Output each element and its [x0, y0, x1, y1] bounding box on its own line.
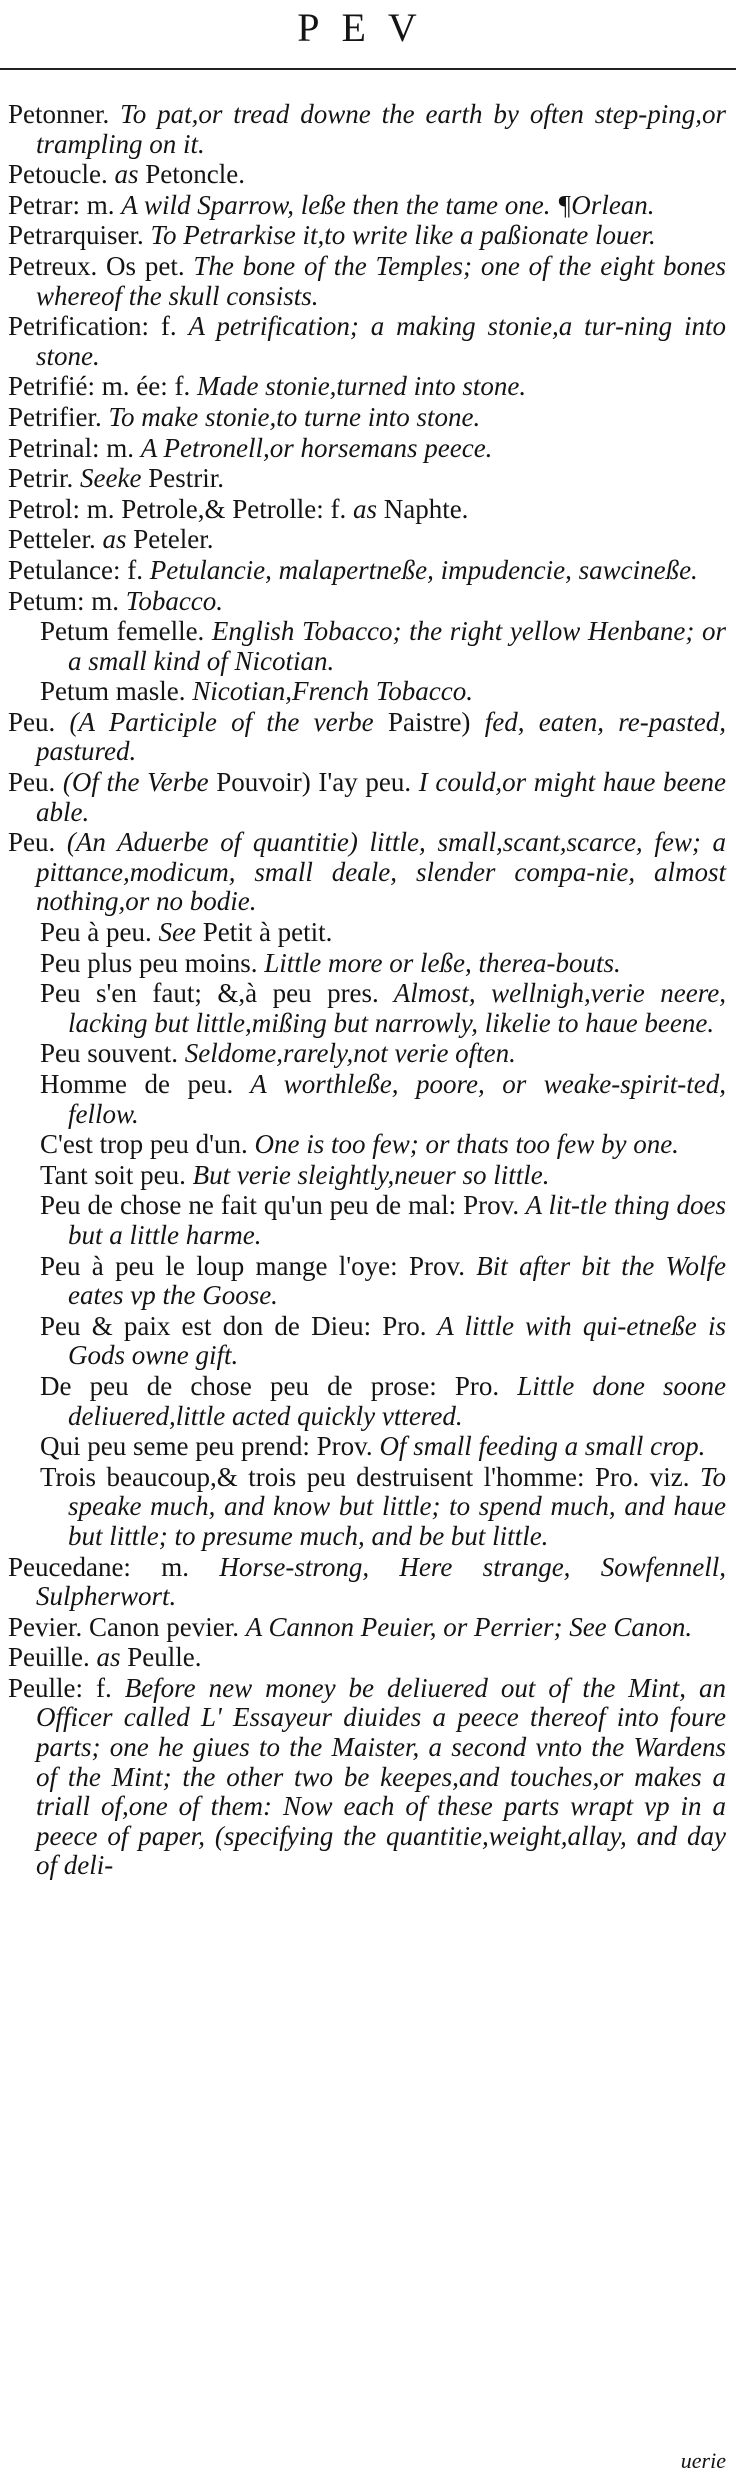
gloss-text: Pouvoir) I'ay peu. [208, 767, 419, 798]
gloss-text: m. [99, 432, 141, 463]
dictionary-entry [8, 1613, 726, 1643]
headword: Petum masle. [40, 676, 186, 707]
headword: Peu à peu le loup mange l'oye: Prov. [40, 1250, 465, 1281]
dictionary-entry [8, 587, 726, 617]
dictionary-entry [8, 1191, 726, 1250]
headword: De peu de chose peu de prose: Pro. [40, 1370, 500, 1401]
gloss-text: Petoncle. [138, 159, 245, 190]
gloss-text: Peteler. [126, 524, 214, 555]
gloss-text: f. [148, 311, 189, 342]
headword: Pevier. [8, 1611, 83, 1642]
dictionary-entry [8, 1161, 726, 1191]
headword: Peu s'en faut; &,à peu pres. [40, 978, 379, 1009]
dictionary-entry [8, 403, 726, 433]
gloss-text: m. ée: f. [94, 371, 197, 402]
dictionary-entry [8, 434, 726, 464]
translation-text: English Tobacco; the right yellow Henbane; or a small kind of Nicotian. [68, 616, 726, 676]
headword: Peulle: [8, 1672, 83, 1703]
headword: Peucedane: [8, 1551, 131, 1582]
dictionary-entry [8, 1674, 726, 1881]
translation-text: A Petronell,or horsemans peece. [140, 432, 493, 463]
translation-text: (A Participle of the verbe [55, 706, 374, 737]
headword: Trois beaucoup,& trois peu destruisent l'homme: Pro. viz. [40, 1461, 690, 1492]
translation-text: One is too few; or thats too few by one. [247, 1129, 679, 1160]
translation-text: fed, eaten, re-pasted, pastured. [36, 706, 727, 767]
headword: Petteler. [8, 524, 96, 555]
gloss-text: Canon pevier. [82, 1611, 246, 1642]
gloss-text: Os pet. [97, 250, 194, 281]
dictionary-entry [8, 1643, 726, 1673]
dictionary-entry [8, 677, 726, 707]
translation-text: Almost, wellnigh,verie neere, lacking but little,mißing but narrowly, likelie to haue beene. [68, 978, 726, 1038]
dictionary-entry [8, 1070, 726, 1129]
translation-text: But verie sleightly,neuer so little. [185, 1159, 550, 1190]
headword: Petonner. [8, 99, 110, 129]
catchword: uerie [680, 2448, 726, 2473]
headword: Peu. [8, 706, 56, 737]
entry-list [8, 100, 726, 1882]
headword: Peuille. [8, 1642, 90, 1673]
translation-text: Little more or leße, therea-bouts. [257, 947, 621, 978]
headword: Peu & paix est don de Dieu: Pro. [40, 1310, 427, 1341]
gloss-text: m. [84, 585, 126, 616]
translation-text: Little done soone deliuered,little acted quickly vttered. [68, 1370, 727, 1431]
headword: Petrinal: [8, 432, 100, 463]
dictionary-entry [8, 617, 726, 676]
gloss-text: f. [120, 554, 150, 585]
headword: Peu à peu. [40, 917, 152, 948]
dictionary-entry [8, 1463, 726, 1552]
dictionary-entry [8, 252, 726, 311]
translation-text: Seldome,rarely,not verie often. [178, 1038, 516, 1069]
gloss-text: m. [79, 189, 122, 220]
translation-text: A wild Sparrow, leße then the tame one. ¶Orlean. [121, 189, 655, 220]
dictionary-entry [8, 464, 726, 494]
translation-text: Petulancie, malapertneße, impudencie, sawcineße. [149, 554, 698, 585]
dictionary-entry [8, 1252, 726, 1311]
dictionary-entry [8, 1130, 726, 1160]
translation-text: Nicotian,French Tobacco. [185, 676, 473, 707]
translation-text: as [95, 524, 127, 555]
headword: Petrifier. [8, 401, 102, 432]
translation-text: as [107, 159, 139, 190]
gloss-text: Naphte. [376, 493, 469, 524]
gloss-text: Paistre) [373, 706, 485, 737]
headword: Peu. [8, 767, 56, 798]
translation-text: Tobacco. [125, 585, 224, 616]
headword: Homme de peu. [40, 1069, 234, 1099]
dictionary-entry [8, 1039, 726, 1069]
translation-text: The bone of the Temples; one of the eight bones whereof the skull consists. [36, 250, 726, 311]
gloss-text: f. [83, 1672, 125, 1703]
dictionary-entry [8, 979, 726, 1038]
translation-text: To make stonie,to turne into stone. [101, 401, 481, 432]
dictionary-entry [8, 1553, 726, 1612]
translation-text: A worthleße, poore, or weake-spirit-ted, fellow. [68, 1069, 726, 1129]
headword: C'est trop peu d'un. [40, 1129, 248, 1160]
translation-text: A Cannon Peuier, or Perrier; See Canon. [245, 1611, 693, 1642]
headword: Petrifié: [8, 371, 95, 402]
headword: Petum: [8, 585, 85, 616]
header-rule [0, 68, 736, 70]
headword: Petrar: [8, 189, 80, 220]
headword: Petrification: [8, 311, 149, 342]
dictionary-entry [8, 372, 726, 402]
translation-text: Before new money be deliuered out of the Mint, an Officer called L' Essayeur diuides a peece thereof into foure parts; one he giues to the Maister, a second vnto the Wardens of the Mint; the other two be keepes,and touches,or makes a triall of,one of them: Now each of these parts wrapt vp in a peece of paper, (specifying the quantitie,weight,allay, and day of deli- [36, 1672, 726, 1881]
dictionary-entry [8, 191, 726, 221]
headword: Petulance: [8, 554, 121, 585]
headword: Petrarquiser. [8, 220, 144, 251]
headword: Petreux. [8, 250, 98, 281]
translation-text: (Of the Verbe [55, 767, 209, 798]
translation-text: as [352, 493, 377, 524]
dictionary-entry [8, 312, 726, 371]
headword: Peu de chose ne fait qu'un peu de mal: Prov. [40, 1190, 520, 1221]
translation-text: To speake much, and know but little; to spend much, and haue but little; to presume much, and be but little. [68, 1461, 726, 1551]
dictionary-entry [8, 525, 726, 555]
dictionary-entry [8, 495, 726, 525]
dictionary-entry [8, 556, 726, 586]
dictionary-entry [8, 100, 726, 159]
translation-text: Made stonie,turned into stone. [196, 371, 527, 402]
dictionary-entry [8, 768, 726, 827]
dictionary-entry [8, 1432, 726, 1462]
dictionary-entry [8, 949, 726, 979]
headword: Peu plus peu moins. [40, 947, 258, 978]
headword: Petum femelle. [40, 616, 205, 647]
gloss-text: Pestrir. [141, 463, 224, 494]
dictionary-entry [8, 918, 726, 948]
dictionary-entry [8, 221, 726, 251]
gloss-text: Petit à petit. [195, 917, 333, 948]
translation-text: To Petrarkise it,to write like a paßionate louer. [143, 220, 656, 251]
translation-text: (An Aduerbe of quantitie) little, small,scant,scarce, few; a pittance,modicum, small deale, slender compa-nie, almost nothing,or no bodie. [36, 827, 726, 917]
translation-text: A lit-tle thing does but a little harme. [68, 1190, 726, 1250]
translation-text: Of small feeding a small crop. [372, 1431, 706, 1462]
dictionary-entry [8, 160, 726, 190]
translation-text: as [89, 1642, 121, 1673]
translation-text: Horse-strong, Here strange, Sowfennell, Sulpherwort. [36, 1551, 726, 1612]
dictionary-entry [8, 1372, 726, 1431]
translation-text: A petrification; a making stonie,a tur-ning into stone. [36, 311, 727, 371]
translation-text: I could,or might haue beene able. [36, 767, 726, 827]
translation-text: A little with qui-etneße is Gods owne gift. [68, 1310, 726, 1371]
dictionary-entry [8, 828, 726, 917]
headword: Tant soit peu. [40, 1159, 186, 1190]
dictionary-entry [8, 708, 726, 767]
headword: Petoucle. [8, 159, 108, 190]
gloss-text: m. [130, 1551, 220, 1582]
headword: Petrir. [8, 463, 74, 494]
page-header: PEV [297, 5, 439, 50]
translation-text: To pat,or tread downe the earth by often step-ping,or trampling on it. [36, 99, 726, 159]
headword: Qui peu seme peu prend: Prov. [40, 1431, 373, 1462]
translation-text: Seeke [73, 463, 142, 494]
headword: Petrol: [8, 493, 80, 524]
gloss-text: Peulle. [120, 1642, 202, 1673]
translation-text: Bit after bit the Wolfe eates vp the Goose. [68, 1250, 727, 1311]
dictionary-entry [8, 1312, 726, 1371]
headword: Peu souvent. [40, 1038, 178, 1069]
headword: Peu. [8, 827, 56, 858]
translation-text: See [151, 917, 196, 948]
gloss-text: m. Petrole,& Petrolle: f. [80, 493, 353, 524]
